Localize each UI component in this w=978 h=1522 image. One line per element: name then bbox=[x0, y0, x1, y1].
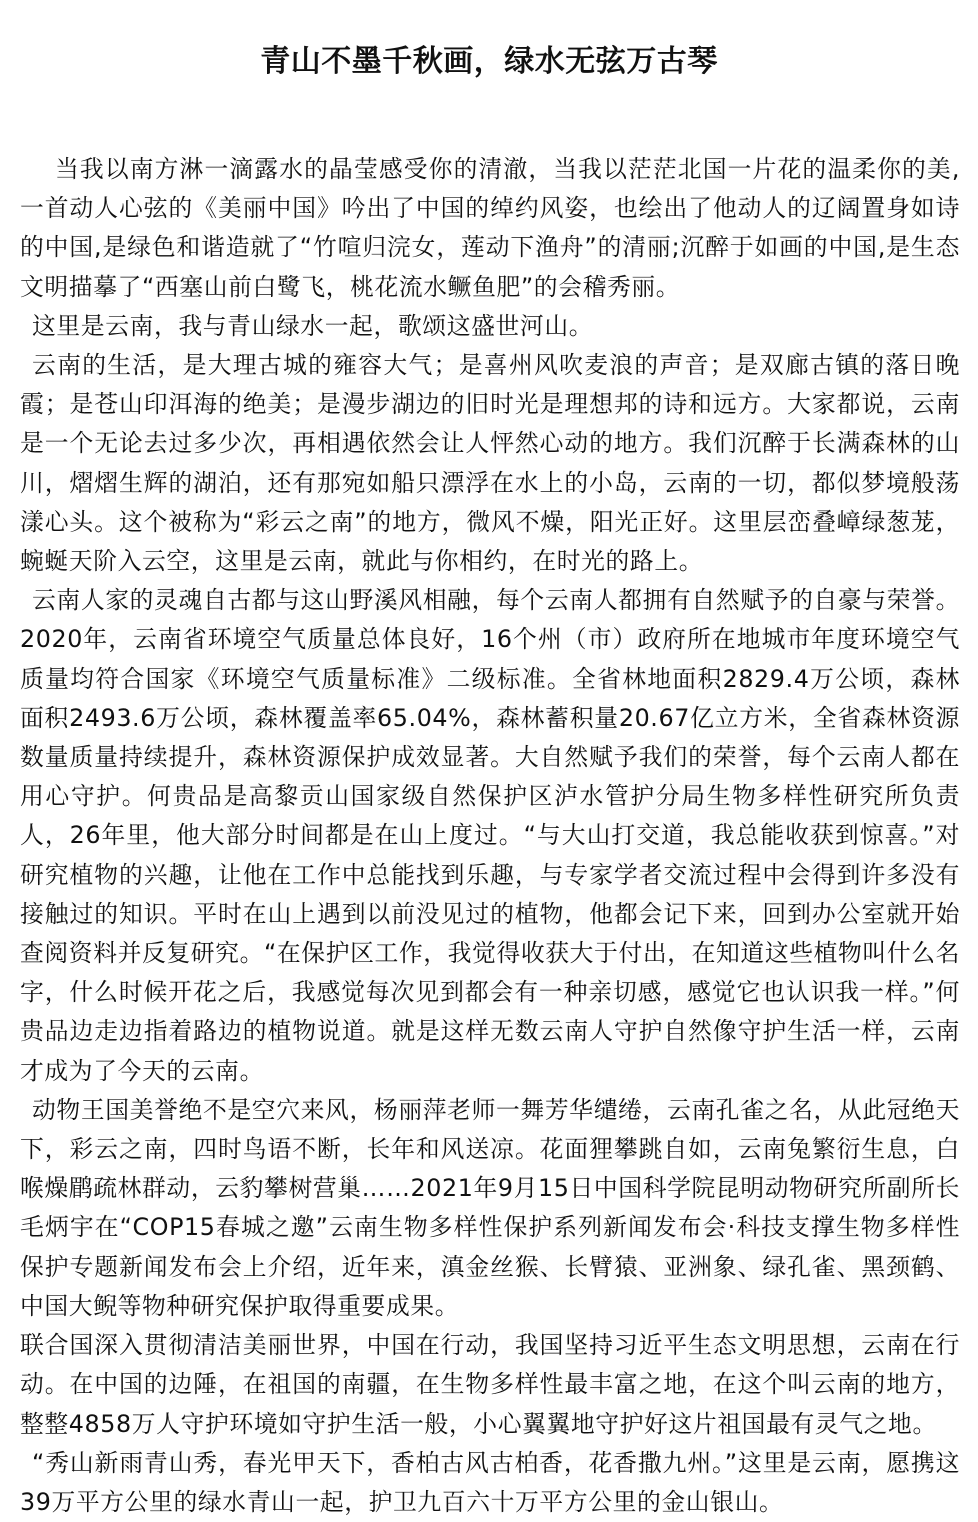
article-body bbox=[20, 150, 960, 1522]
page-title: 青山不墨千秋画，绿水无弦万古琴 bbox=[260, 44, 718, 80]
paragraph-yunnan-life: 云南的生活，是大理古城的雍容大气；是喜州风吹麦浪的声音；是双廊古镇的落日晚霞；是苍山印洱海的绝美；是漫步湖边的旧时光是理想邦的诗和远方。大家都说，云南是一个无论去过多少次，再相遇依然会让人怦然心动的地方。我们沉醉于长满森林的山川，熠熠生辉的湖泊，还有那宛如船只漂浮在水上的小岛，云南的一切，都似梦境般荡漾心头。这个被称为“彩云之南”的地方，微风不燥，阳光正好。这里层峦叠嶂绿葱茏，蜿蜒天阶入云空，这里是云南，就此与你相约，在时光的路上。 bbox=[20, 351, 960, 576]
paragraph-environment: 云南人家的灵魂自古都与这山野溪风相融，每个云南人都拥有自然赋予的自豪与荣誉。2020年，云南省环境空气质量总体良好，16个州（市）政府所在地城市年度环境空气质量均符合国家《环境空气质量标准》二级标准。全省林地面积2829.4万公顷，森林面积2493.6万公顷，森林覆盖率65.04%，森林蓄积量20.67亿立方米，全省森林资源数量质量持续提升，森林资源保护成效显著。大自然赋予我们的荣誉，每个云南人都在用心守护。何贵品是高黎贡山国家级自然保护区泸水管护分局生物多样性研究所负责人，26年里，他大部分时间都是在山上度过。“与大山打交道，我总能收获到惊喜。”对研究植物的兴趣，让他在工作中总能找到乐趣，与专家学者交流过程中会得到许多没有接触过的知识。平时在山上遇到以前没见过的植物，他都会记下来，回到办公室就开始查阅资料并反复研究。“在保护区工作，我觉得收获大于付出，在知道这些植物叫什么名字，什么时候开花之后，我感觉每次见到都会有一种亲切感，感觉它也认识我一样。”何贵品边走边指着路边的植物说道。就是这样无数云南人守护自然像守护生活一样，云南才成为了今天的云南。 bbox=[20, 586, 961, 1085]
paragraph-yunnan-intro: 这里是云南，我与青山绿水一起，歌颂这盛世河山。 bbox=[32, 311, 594, 340]
paragraph-closing: “秀山新雨青山秀，春光甲天下，香柏古风古柏香，花香撒九州。”这里是云南，愿携这39万平方公里的绿水青山一起，护卫九百六十万平方公里的金山银山。 bbox=[20, 1448, 960, 1516]
paragraph-action: 联合国深入贯彻清洁美丽世界，中国在行动，我国坚持习近平生态文明思想，云南在行动。在中国的边陲，在祖国的南疆，在生物多样性最丰富之地，在这个叫云南的地方，整整4858万人守护环境如守护生活一般，小心翼翼地守护好这片祖国最有灵气之地。 bbox=[20, 1331, 960, 1438]
paragraph-intro: 当我以南方淋一滴露水的晶莹感受你的清澈，当我以茫茫北国一片花的温柔你的美,一首动人心弦的《美丽中国》吟出了中国的绰约风姿，也绘出了他动人的辽阔置身如诗的中国,是绿色和谐造就了“竹喧归浣女，莲动下渔舟”的清丽;沉醉于如画的中国,是生态文明描摹了“西塞山前白鹭飞，桃花流水鳜鱼肥”的会稽秀丽。 bbox=[20, 155, 960, 301]
paragraph-animal-kingdom: 动物王国美誉绝不是空穴来风，杨丽萍老师一舞芳华缱绻，云南孔雀之名，从此冠绝天下，彩云之南，四时鸟语不断，长年和风送凉。花面狸攀跳自如，云南兔繁衍生息，白喉燥鹛疏林群动，云豹攀树营巢……2021年9月15日中国科学院昆明动物研究所副所长毛炳宇在“COP15春城之邀”云南生物多样性保护系列新闻发布会·科技支撑生物多样性保护专题新闻发布会上介绍，近年来，滇金丝猴、长臂猿、亚洲象、绿孔雀、黑颈鹤、中国大鲵等物种研究保护取得重要成果。 bbox=[20, 1095, 960, 1320]
